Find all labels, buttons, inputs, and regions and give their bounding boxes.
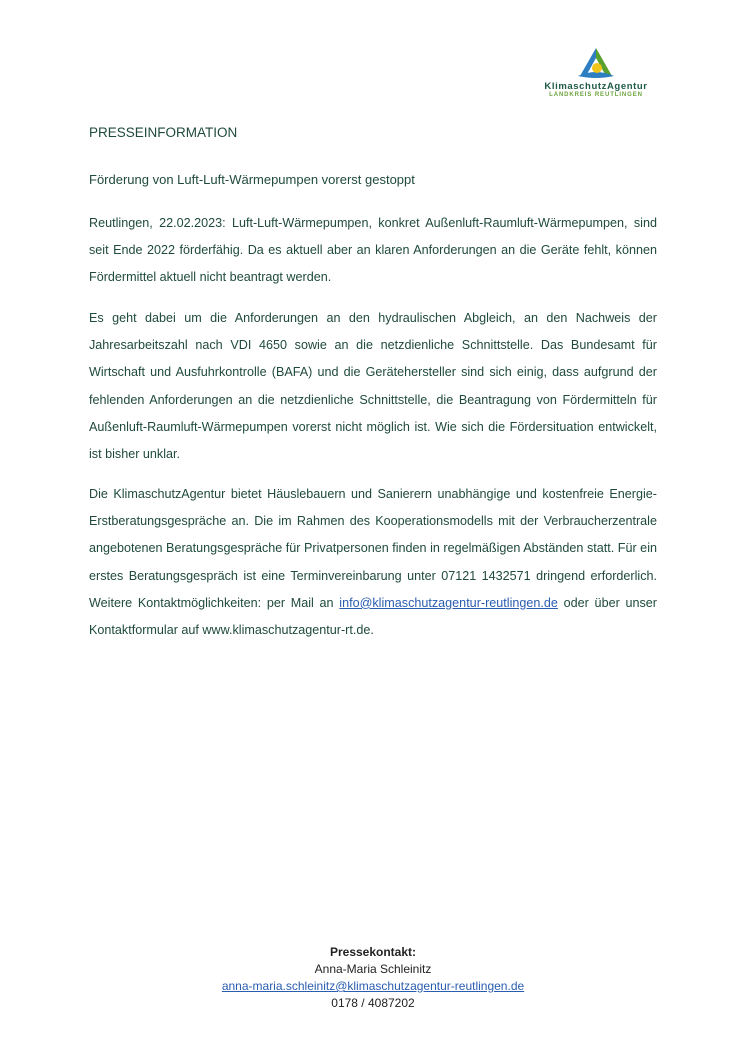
logo-subtitle: LANDKREIS REUTLINGEN	[549, 92, 643, 98]
press-contact-name: Anna-Maria Schleinitz	[314, 962, 432, 976]
info-email-link[interactable]: info@klimaschutzagentur-reutlingen.de	[339, 595, 558, 610]
paragraph-consulting	[89, 481, 657, 644]
paragraph-consulting-text: Die KlimaschutzAgentur bietet Häuslebauern und Sanierern unabhängige und kostenfreie Energie-Erstberatungsgespräche an. Die im Rahmen des Kooperationsmodells mit der Verbraucherzentrale angebotenen Beratungsgespräche für Privatpersonen finden in regelmäßigen Abständen statt. Für ein erstes Beratungsgespräch ist eine Terminvereinbarung unter 07121 1432571 dringend erforderlich. Weitere Kontaktmöglichkeiten: per Mail an	[89, 487, 657, 610]
press-contact-email-link[interactable]: anna-maria.schleinitz@klimaschutzagentur-reutlingen.de	[221, 979, 525, 993]
press-contact-phone: 0178 / 4087202	[331, 996, 415, 1010]
document-heading: PRESSEINFORMATION	[89, 125, 238, 140]
press-contact-title: Pressekontakt:	[329, 945, 417, 959]
paragraph-consulting-text-end: oder über unser Kontaktformular auf www.klimaschutzagentur-rt.de.	[89, 595, 657, 638]
paragraph-intro: Reutlingen, 22.02.2023: Luft-Luft-Wärmepumpen, konkret Außenluft-Raumluft-Wärmepumpen, sind seit Ende 2022 förderfähig. Da es aktuell aber an klaren Anforderungen an die Geräte fehlt, können Fördermittel aktuell nicht beantragt werden.	[89, 216, 657, 285]
logo-triangle-icon	[572, 46, 620, 80]
document-subheading: Förderung von Luft-Luft-Wärmepumpen vorerst gestoppt	[89, 172, 415, 187]
logo	[536, 46, 656, 102]
logo-name: KlimaschutzAgentur	[544, 81, 648, 92]
paragraph-requirements: Es geht dabei um die Anforderungen an den hydraulischen Abgleich, an den Nachweis der Jahresarbeitszahl nach VDI 4650 sowie an die netzdienliche Schnittstelle. Das Bundesamt für Wirtschaft und Ausfuhrkontrolle (BAFA) und die Gerätehersteller sind sich einig, dass aufgrund der fehlenden Anforderungen an die netzdienliche Schnittstelle, die Beantragung von Fördermitteln für Außenluft-Raumluft-Wärmepumpen vorerst nicht möglich ist. Wie sich die Fördersituation entwickelt, ist bisher unklar.	[89, 311, 657, 462]
press-contact-email	[0, 979, 746, 993]
